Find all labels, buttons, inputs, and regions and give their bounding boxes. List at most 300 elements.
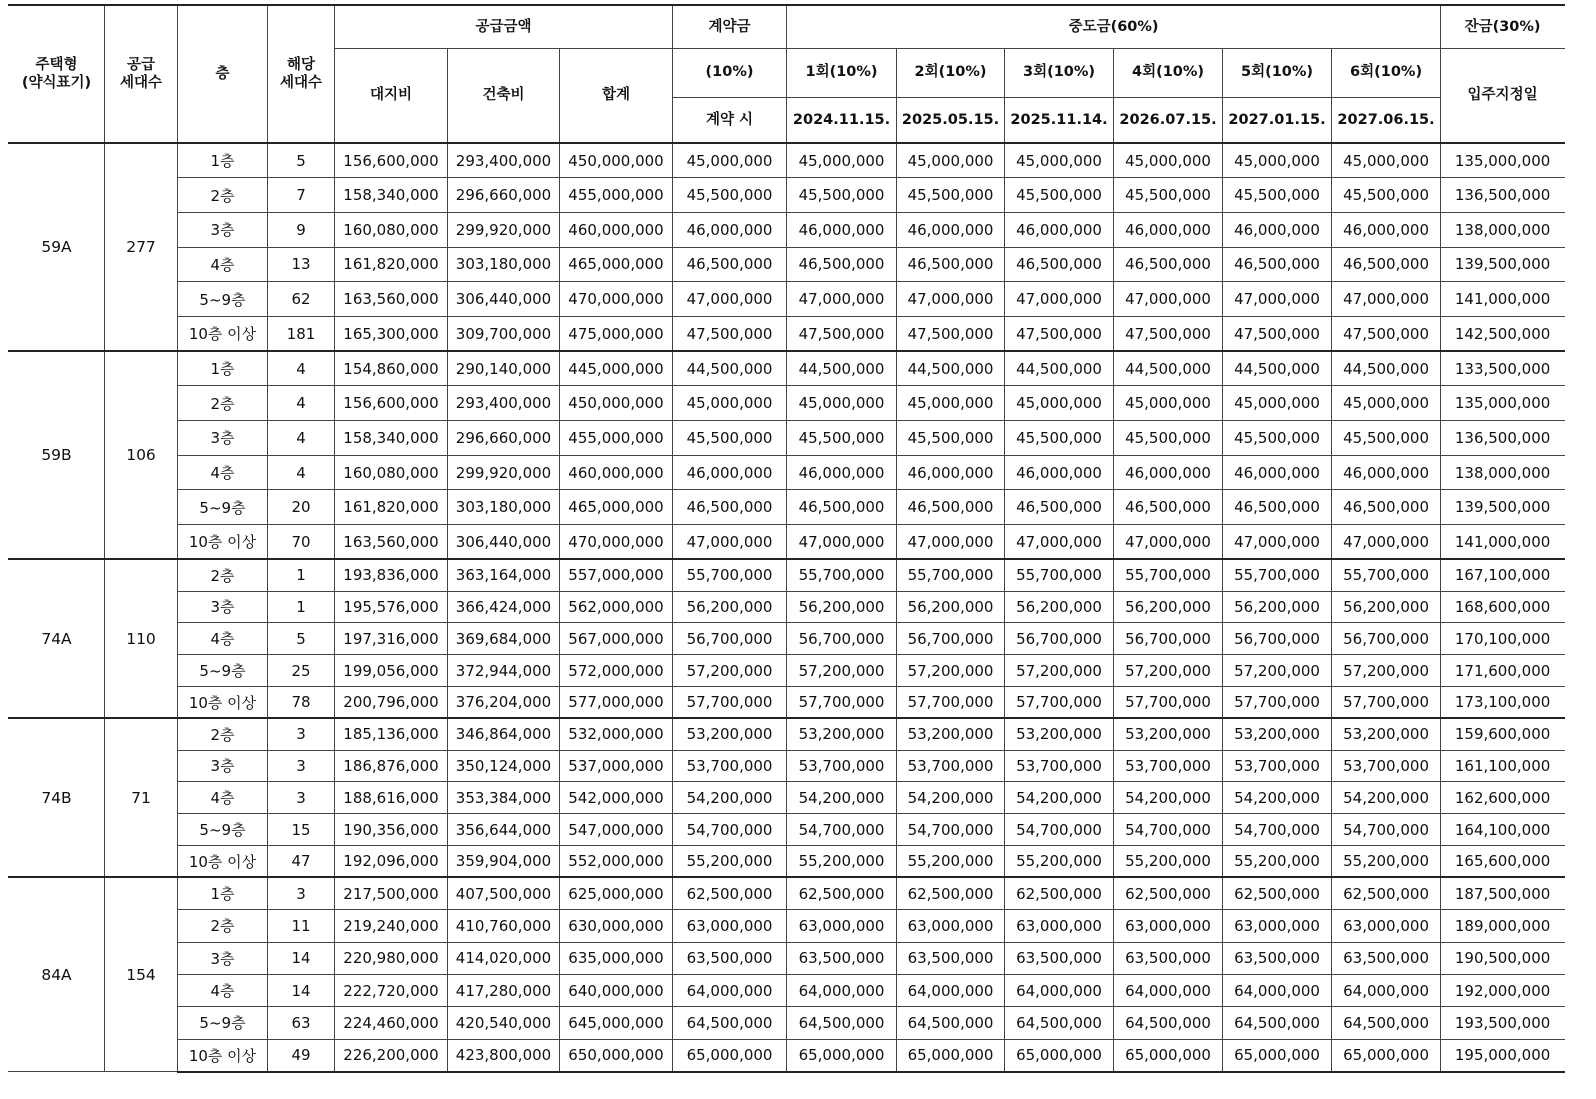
cell-interim-3: 47,000,000 [1005, 282, 1114, 317]
cell-interim-6: 45,500,000 [1332, 421, 1441, 456]
cell-interim-6: 54,200,000 [1332, 782, 1441, 814]
cell-interim-2: 46,000,000 [897, 455, 1005, 490]
cell-balance: 135,000,000 [1441, 143, 1565, 178]
cell-interim-4: 47,000,000 [1114, 525, 1223, 560]
cell-interim-2: 56,200,000 [897, 591, 1005, 623]
cell-interim-2: 45,500,000 [897, 421, 1005, 456]
cell-building-cost: 376,204,000 [448, 686, 560, 718]
cell-interim-5: 56,700,000 [1223, 623, 1332, 655]
cell-floor: 10층 이상 [178, 686, 268, 718]
cell-deposit: 47,500,000 [673, 316, 787, 351]
cell-land-cost: 161,820,000 [335, 247, 448, 282]
cell-interim-1: 64,500,000 [787, 1007, 897, 1039]
cell-deposit: 57,200,000 [673, 655, 787, 687]
cell-building-cost: 306,440,000 [448, 282, 560, 317]
cell-floor: 3층 [178, 421, 268, 456]
cell-total: 537,000,000 [560, 750, 673, 782]
header-supply-units-line1: 공급 [126, 56, 155, 73]
cell-interim-1: 63,000,000 [787, 910, 897, 942]
cell-units: 1 [268, 559, 335, 591]
cell-total: 470,000,000 [560, 282, 673, 317]
cell-total: 460,000,000 [560, 212, 673, 247]
cell-interim-1: 45,500,000 [787, 421, 897, 456]
header-floor: 층 [178, 5, 268, 143]
cell-interim-6: 47,000,000 [1332, 525, 1441, 560]
cell-interim-3: 65,000,000 [1005, 1039, 1114, 1071]
cell-deposit: 46,500,000 [673, 490, 787, 525]
cell-units: 20 [268, 490, 335, 525]
supply-price-table [8, 4, 1565, 1073]
cell-interim-5: 46,500,000 [1223, 247, 1332, 282]
cell-building-cost: 306,440,000 [448, 525, 560, 560]
cell-land-cost: 160,080,000 [335, 455, 448, 490]
cell-land-cost: 226,200,000 [335, 1039, 448, 1071]
cell-balance: 192,000,000 [1441, 974, 1565, 1006]
table-row [9, 178, 1565, 213]
table-row [9, 718, 1565, 750]
cell-land-cost: 158,340,000 [335, 178, 448, 213]
cell-interim-6: 64,500,000 [1332, 1007, 1441, 1039]
cell-total: 465,000,000 [560, 247, 673, 282]
cell-interim-6: 55,700,000 [1332, 559, 1441, 591]
cell-interim-1: 57,200,000 [787, 655, 897, 687]
cell-floor: 2층 [178, 386, 268, 421]
table-row [9, 655, 1565, 687]
cell-interim-5: 46,000,000 [1223, 212, 1332, 247]
header-interim-round-6: 6회(10%) [1332, 48, 1441, 97]
cell-balance: 141,000,000 [1441, 525, 1565, 560]
cell-total: 567,000,000 [560, 623, 673, 655]
table-row [9, 351, 1565, 386]
header-units [268, 5, 335, 143]
cell-interim-5: 45,500,000 [1223, 178, 1332, 213]
cell-floor: 3층 [178, 750, 268, 782]
table-row [9, 212, 1565, 247]
cell-supply-units: 110 [105, 559, 178, 718]
cell-interim-1: 56,700,000 [787, 623, 897, 655]
table-row [9, 877, 1565, 909]
cell-supply-units: 71 [105, 718, 178, 877]
cell-interim-2: 64,000,000 [897, 974, 1005, 1006]
table-row [9, 974, 1565, 1006]
cell-deposit: 54,700,000 [673, 814, 787, 846]
cell-interim-3: 45,500,000 [1005, 178, 1114, 213]
cell-balance: 171,600,000 [1441, 655, 1565, 687]
cell-interim-5: 57,700,000 [1223, 686, 1332, 718]
cell-interim-5: 45,000,000 [1223, 143, 1332, 178]
cell-interim-3: 57,700,000 [1005, 686, 1114, 718]
cell-interim-2: 45,500,000 [897, 178, 1005, 213]
cell-interim-1: 65,000,000 [787, 1039, 897, 1071]
cell-interim-5: 64,000,000 [1223, 974, 1332, 1006]
cell-units: 63 [268, 1007, 335, 1039]
cell-units: 78 [268, 686, 335, 718]
header-supply-units [105, 5, 178, 143]
cell-interim-5: 46,000,000 [1223, 455, 1332, 490]
cell-balance: 138,000,000 [1441, 212, 1565, 247]
cell-interim-2: 55,700,000 [897, 559, 1005, 591]
cell-housing-type: 59B [9, 351, 105, 559]
cell-interim-6: 63,500,000 [1332, 942, 1441, 974]
cell-balance: 139,500,000 [1441, 247, 1565, 282]
cell-interim-2: 56,700,000 [897, 623, 1005, 655]
header-building-cost: 건축비 [448, 48, 560, 143]
header-units-line2: 세대수 [279, 75, 323, 91]
cell-interim-3: 46,500,000 [1005, 247, 1114, 282]
cell-total: 455,000,000 [560, 421, 673, 456]
cell-interim-2: 64,500,000 [897, 1007, 1005, 1039]
table-row [9, 814, 1565, 846]
cell-deposit: 46,000,000 [673, 212, 787, 247]
table-row [9, 282, 1565, 317]
cell-interim-3: 63,000,000 [1005, 910, 1114, 942]
cell-land-cost: 224,460,000 [335, 1007, 448, 1039]
cell-floor: 3층 [178, 212, 268, 247]
cell-interim-5: 53,200,000 [1223, 718, 1332, 750]
cell-interim-3: 56,700,000 [1005, 623, 1114, 655]
cell-interim-1: 55,700,000 [787, 559, 897, 591]
cell-deposit: 45,500,000 [673, 421, 787, 456]
cell-building-cost: 296,660,000 [448, 178, 560, 213]
cell-land-cost: 154,860,000 [335, 351, 448, 386]
cell-total: 625,000,000 [560, 877, 673, 909]
cell-interim-2: 47,000,000 [897, 282, 1005, 317]
cell-floor: 5~9층 [178, 490, 268, 525]
cell-interim-1: 62,500,000 [787, 877, 897, 909]
cell-interim-6: 56,700,000 [1332, 623, 1441, 655]
cell-interim-5: 47,000,000 [1223, 525, 1332, 560]
cell-units: 4 [268, 455, 335, 490]
cell-total: 470,000,000 [560, 525, 673, 560]
cell-interim-6: 47,500,000 [1332, 316, 1441, 351]
cell-interim-3: 55,200,000 [1005, 845, 1114, 877]
cell-interim-6: 65,000,000 [1332, 1039, 1441, 1071]
cell-interim-5: 45,500,000 [1223, 421, 1332, 456]
cell-floor: 2층 [178, 178, 268, 213]
cell-deposit: 53,200,000 [673, 718, 787, 750]
cell-interim-1: 47,500,000 [787, 316, 897, 351]
cell-interim-6: 56,200,000 [1332, 591, 1441, 623]
cell-interim-6: 57,700,000 [1332, 686, 1441, 718]
cell-housing-type: 74B [9, 718, 105, 877]
cell-balance: 187,500,000 [1441, 877, 1565, 909]
cell-floor: 10층 이상 [178, 845, 268, 877]
table-row [9, 591, 1565, 623]
cell-deposit: 45,500,000 [673, 178, 787, 213]
cell-total: 460,000,000 [560, 455, 673, 490]
cell-floor: 4층 [178, 974, 268, 1006]
cell-deposit: 56,200,000 [673, 591, 787, 623]
table-row [9, 782, 1565, 814]
cell-interim-4: 53,200,000 [1114, 718, 1223, 750]
cell-building-cost: 290,140,000 [448, 351, 560, 386]
cell-land-cost: 192,096,000 [335, 845, 448, 877]
cell-interim-1: 47,000,000 [787, 282, 897, 317]
cell-interim-2: 57,700,000 [897, 686, 1005, 718]
cell-building-cost: 346,864,000 [448, 718, 560, 750]
cell-units: 3 [268, 877, 335, 909]
cell-interim-1: 53,200,000 [787, 718, 897, 750]
table-row [9, 525, 1565, 560]
cell-interim-6: 57,200,000 [1332, 655, 1441, 687]
cell-land-cost: 163,560,000 [335, 525, 448, 560]
cell-interim-4: 55,700,000 [1114, 559, 1223, 591]
cell-building-cost: 414,020,000 [448, 942, 560, 974]
cell-units: 1 [268, 591, 335, 623]
cell-interim-1: 54,700,000 [787, 814, 897, 846]
cell-interim-3: 54,200,000 [1005, 782, 1114, 814]
cell-floor: 2층 [178, 910, 268, 942]
header-interim-round-1: 1회(10%) [787, 48, 897, 97]
cell-interim-4: 46,000,000 [1114, 455, 1223, 490]
cell-interim-4: 63,500,000 [1114, 942, 1223, 974]
cell-deposit: 55,200,000 [673, 845, 787, 877]
cell-interim-3: 53,700,000 [1005, 750, 1114, 782]
cell-interim-2: 57,200,000 [897, 655, 1005, 687]
cell-balance: 159,600,000 [1441, 718, 1565, 750]
cell-building-cost: 303,180,000 [448, 490, 560, 525]
table-row [9, 316, 1565, 351]
cell-balance: 138,000,000 [1441, 455, 1565, 490]
cell-interim-5: 57,200,000 [1223, 655, 1332, 687]
cell-balance: 165,600,000 [1441, 845, 1565, 877]
cell-land-cost: 160,080,000 [335, 212, 448, 247]
cell-units: 14 [268, 942, 335, 974]
cell-deposit: 46,500,000 [673, 247, 787, 282]
cell-total: 645,000,000 [560, 1007, 673, 1039]
cell-balance: 161,100,000 [1441, 750, 1565, 782]
header-deposit-pct: (10%) [673, 48, 787, 97]
cell-land-cost: 190,356,000 [335, 814, 448, 846]
cell-interim-4: 46,500,000 [1114, 247, 1223, 282]
cell-total: 572,000,000 [560, 655, 673, 687]
cell-interim-4: 46,000,000 [1114, 212, 1223, 247]
cell-interim-3: 53,200,000 [1005, 718, 1114, 750]
cell-interim-5: 55,200,000 [1223, 845, 1332, 877]
cell-interim-4: 57,700,000 [1114, 686, 1223, 718]
cell-balance: 142,500,000 [1441, 316, 1565, 351]
cell-total: 547,000,000 [560, 814, 673, 846]
cell-interim-2: 54,700,000 [897, 814, 1005, 846]
cell-total: 552,000,000 [560, 845, 673, 877]
cell-interim-4: 63,000,000 [1114, 910, 1223, 942]
cell-interim-4: 62,500,000 [1114, 877, 1223, 909]
cell-floor: 4층 [178, 782, 268, 814]
cell-interim-4: 47,000,000 [1114, 282, 1223, 317]
cell-deposit: 44,500,000 [673, 351, 787, 386]
cell-balance: 141,000,000 [1441, 282, 1565, 317]
cell-interim-4: 45,000,000 [1114, 143, 1223, 178]
cell-balance: 136,500,000 [1441, 421, 1565, 456]
cell-deposit: 57,700,000 [673, 686, 787, 718]
cell-interim-4: 44,500,000 [1114, 351, 1223, 386]
price-table-container [8, 4, 1565, 1073]
cell-interim-3: 63,500,000 [1005, 942, 1114, 974]
cell-land-cost: 200,796,000 [335, 686, 448, 718]
cell-total: 455,000,000 [560, 178, 673, 213]
cell-floor: 3층 [178, 591, 268, 623]
cell-interim-1: 44,500,000 [787, 351, 897, 386]
cell-interim-5: 63,500,000 [1223, 942, 1332, 974]
cell-units: 13 [268, 247, 335, 282]
table-header [9, 5, 1565, 143]
cell-balance: 139,500,000 [1441, 490, 1565, 525]
cell-interim-2: 55,200,000 [897, 845, 1005, 877]
cell-interim-4: 57,200,000 [1114, 655, 1223, 687]
cell-interim-6: 45,000,000 [1332, 386, 1441, 421]
cell-interim-1: 64,000,000 [787, 974, 897, 1006]
cell-interim-3: 54,700,000 [1005, 814, 1114, 846]
cell-land-cost: 188,616,000 [335, 782, 448, 814]
cell-floor: 5~9층 [178, 814, 268, 846]
cell-interim-1: 56,200,000 [787, 591, 897, 623]
cell-interim-1: 45,500,000 [787, 178, 897, 213]
header-interim-date-2: 2025.05.15. [897, 97, 1005, 143]
cell-interim-6: 64,000,000 [1332, 974, 1441, 1006]
cell-interim-1: 46,000,000 [787, 455, 897, 490]
cell-land-cost: 219,240,000 [335, 910, 448, 942]
cell-building-cost: 410,760,000 [448, 910, 560, 942]
cell-land-cost: 217,500,000 [335, 877, 448, 909]
cell-land-cost: 185,136,000 [335, 718, 448, 750]
cell-units: 15 [268, 814, 335, 846]
cell-interim-1: 46,000,000 [787, 212, 897, 247]
cell-land-cost: 161,820,000 [335, 490, 448, 525]
table-row [9, 143, 1565, 178]
cell-interim-4: 47,500,000 [1114, 316, 1223, 351]
cell-deposit: 64,000,000 [673, 974, 787, 1006]
header-deposit-when: 계약 시 [673, 97, 787, 143]
cell-balance: 135,000,000 [1441, 386, 1565, 421]
cell-interim-6: 62,500,000 [1332, 877, 1441, 909]
cell-interim-2: 65,000,000 [897, 1039, 1005, 1071]
cell-total: 650,000,000 [560, 1039, 673, 1071]
cell-total: 630,000,000 [560, 910, 673, 942]
cell-building-cost: 353,384,000 [448, 782, 560, 814]
table-row [9, 1007, 1565, 1039]
cell-land-cost: 165,300,000 [335, 316, 448, 351]
cell-interim-5: 44,500,000 [1223, 351, 1332, 386]
cell-interim-4: 45,500,000 [1114, 178, 1223, 213]
cell-total: 577,000,000 [560, 686, 673, 718]
cell-interim-6: 46,500,000 [1332, 247, 1441, 282]
cell-interim-1: 57,700,000 [787, 686, 897, 718]
cell-total: 640,000,000 [560, 974, 673, 1006]
cell-building-cost: 363,164,000 [448, 559, 560, 591]
cell-interim-2: 62,500,000 [897, 877, 1005, 909]
cell-units: 49 [268, 1039, 335, 1071]
cell-building-cost: 407,500,000 [448, 877, 560, 909]
cell-balance: 170,100,000 [1441, 623, 1565, 655]
cell-land-cost: 220,980,000 [335, 942, 448, 974]
header-interim-date-1: 2024.11.15. [787, 97, 897, 143]
cell-units: 3 [268, 718, 335, 750]
cell-floor: 10층 이상 [178, 1039, 268, 1071]
cell-land-cost: 195,576,000 [335, 591, 448, 623]
cell-interim-4: 64,500,000 [1114, 1007, 1223, 1039]
cell-balance: 195,000,000 [1441, 1039, 1565, 1071]
cell-total: 542,000,000 [560, 782, 673, 814]
cell-balance: 173,100,000 [1441, 686, 1565, 718]
cell-total: 557,000,000 [560, 559, 673, 591]
cell-building-cost: 293,400,000 [448, 386, 560, 421]
cell-units: 9 [268, 212, 335, 247]
cell-interim-2: 54,200,000 [897, 782, 1005, 814]
table-row [9, 1039, 1565, 1071]
cell-building-cost: 299,920,000 [448, 455, 560, 490]
cell-land-cost: 193,836,000 [335, 559, 448, 591]
cell-housing-type: 84A [9, 877, 105, 1071]
table-row [9, 490, 1565, 525]
cell-interim-3: 45,000,000 [1005, 143, 1114, 178]
header-interim-round-2: 2회(10%) [897, 48, 1005, 97]
cell-units: 4 [268, 421, 335, 456]
cell-floor: 2층 [178, 559, 268, 591]
header-interim-round-3: 3회(10%) [1005, 48, 1114, 97]
cell-interim-1: 46,500,000 [787, 247, 897, 282]
cell-deposit: 47,000,000 [673, 282, 787, 317]
cell-interim-3: 46,000,000 [1005, 455, 1114, 490]
cell-interim-6: 54,700,000 [1332, 814, 1441, 846]
cell-floor: 1층 [178, 351, 268, 386]
cell-interim-1: 45,000,000 [787, 143, 897, 178]
cell-housing-type: 59A [9, 143, 105, 351]
cell-total: 635,000,000 [560, 942, 673, 974]
cell-interim-5: 47,000,000 [1223, 282, 1332, 317]
cell-interim-5: 63,000,000 [1223, 910, 1332, 942]
cell-interim-3: 46,500,000 [1005, 490, 1114, 525]
table-row [9, 910, 1565, 942]
cell-interim-3: 62,500,000 [1005, 877, 1114, 909]
cell-floor: 2층 [178, 718, 268, 750]
table-row [9, 421, 1565, 456]
header-balance: 잔금(30%) [1441, 5, 1565, 48]
header-interim-round-5: 5회(10%) [1223, 48, 1332, 97]
header-supply-units-line2: 세대수 [119, 75, 163, 91]
cell-floor: 1층 [178, 877, 268, 909]
cell-interim-1: 45,000,000 [787, 386, 897, 421]
cell-total: 532,000,000 [560, 718, 673, 750]
cell-total: 465,000,000 [560, 490, 673, 525]
cell-interim-4: 54,200,000 [1114, 782, 1223, 814]
cell-interim-4: 45,500,000 [1114, 421, 1223, 456]
cell-interim-1: 46,500,000 [787, 490, 897, 525]
cell-land-cost: 156,600,000 [335, 386, 448, 421]
cell-floor: 5~9층 [178, 1007, 268, 1039]
cell-land-cost: 156,600,000 [335, 143, 448, 178]
cell-interim-2: 47,500,000 [897, 316, 1005, 351]
cell-interim-6: 45,000,000 [1332, 143, 1441, 178]
cell-interim-3: 55,700,000 [1005, 559, 1114, 591]
cell-total: 475,000,000 [560, 316, 673, 351]
cell-units: 62 [268, 282, 335, 317]
cell-building-cost: 293,400,000 [448, 143, 560, 178]
cell-interim-3: 57,200,000 [1005, 655, 1114, 687]
cell-interim-2: 63,000,000 [897, 910, 1005, 942]
cell-interim-2: 53,200,000 [897, 718, 1005, 750]
cell-interim-6: 53,700,000 [1332, 750, 1441, 782]
header-interim-round-4: 4회(10%) [1114, 48, 1223, 97]
cell-balance: 168,600,000 [1441, 591, 1565, 623]
cell-interim-5: 54,700,000 [1223, 814, 1332, 846]
cell-interim-5: 62,500,000 [1223, 877, 1332, 909]
cell-building-cost: 359,904,000 [448, 845, 560, 877]
cell-balance: 189,000,000 [1441, 910, 1565, 942]
cell-units: 181 [268, 316, 335, 351]
cell-building-cost: 350,124,000 [448, 750, 560, 782]
table-row [9, 386, 1565, 421]
cell-interim-4: 54,700,000 [1114, 814, 1223, 846]
